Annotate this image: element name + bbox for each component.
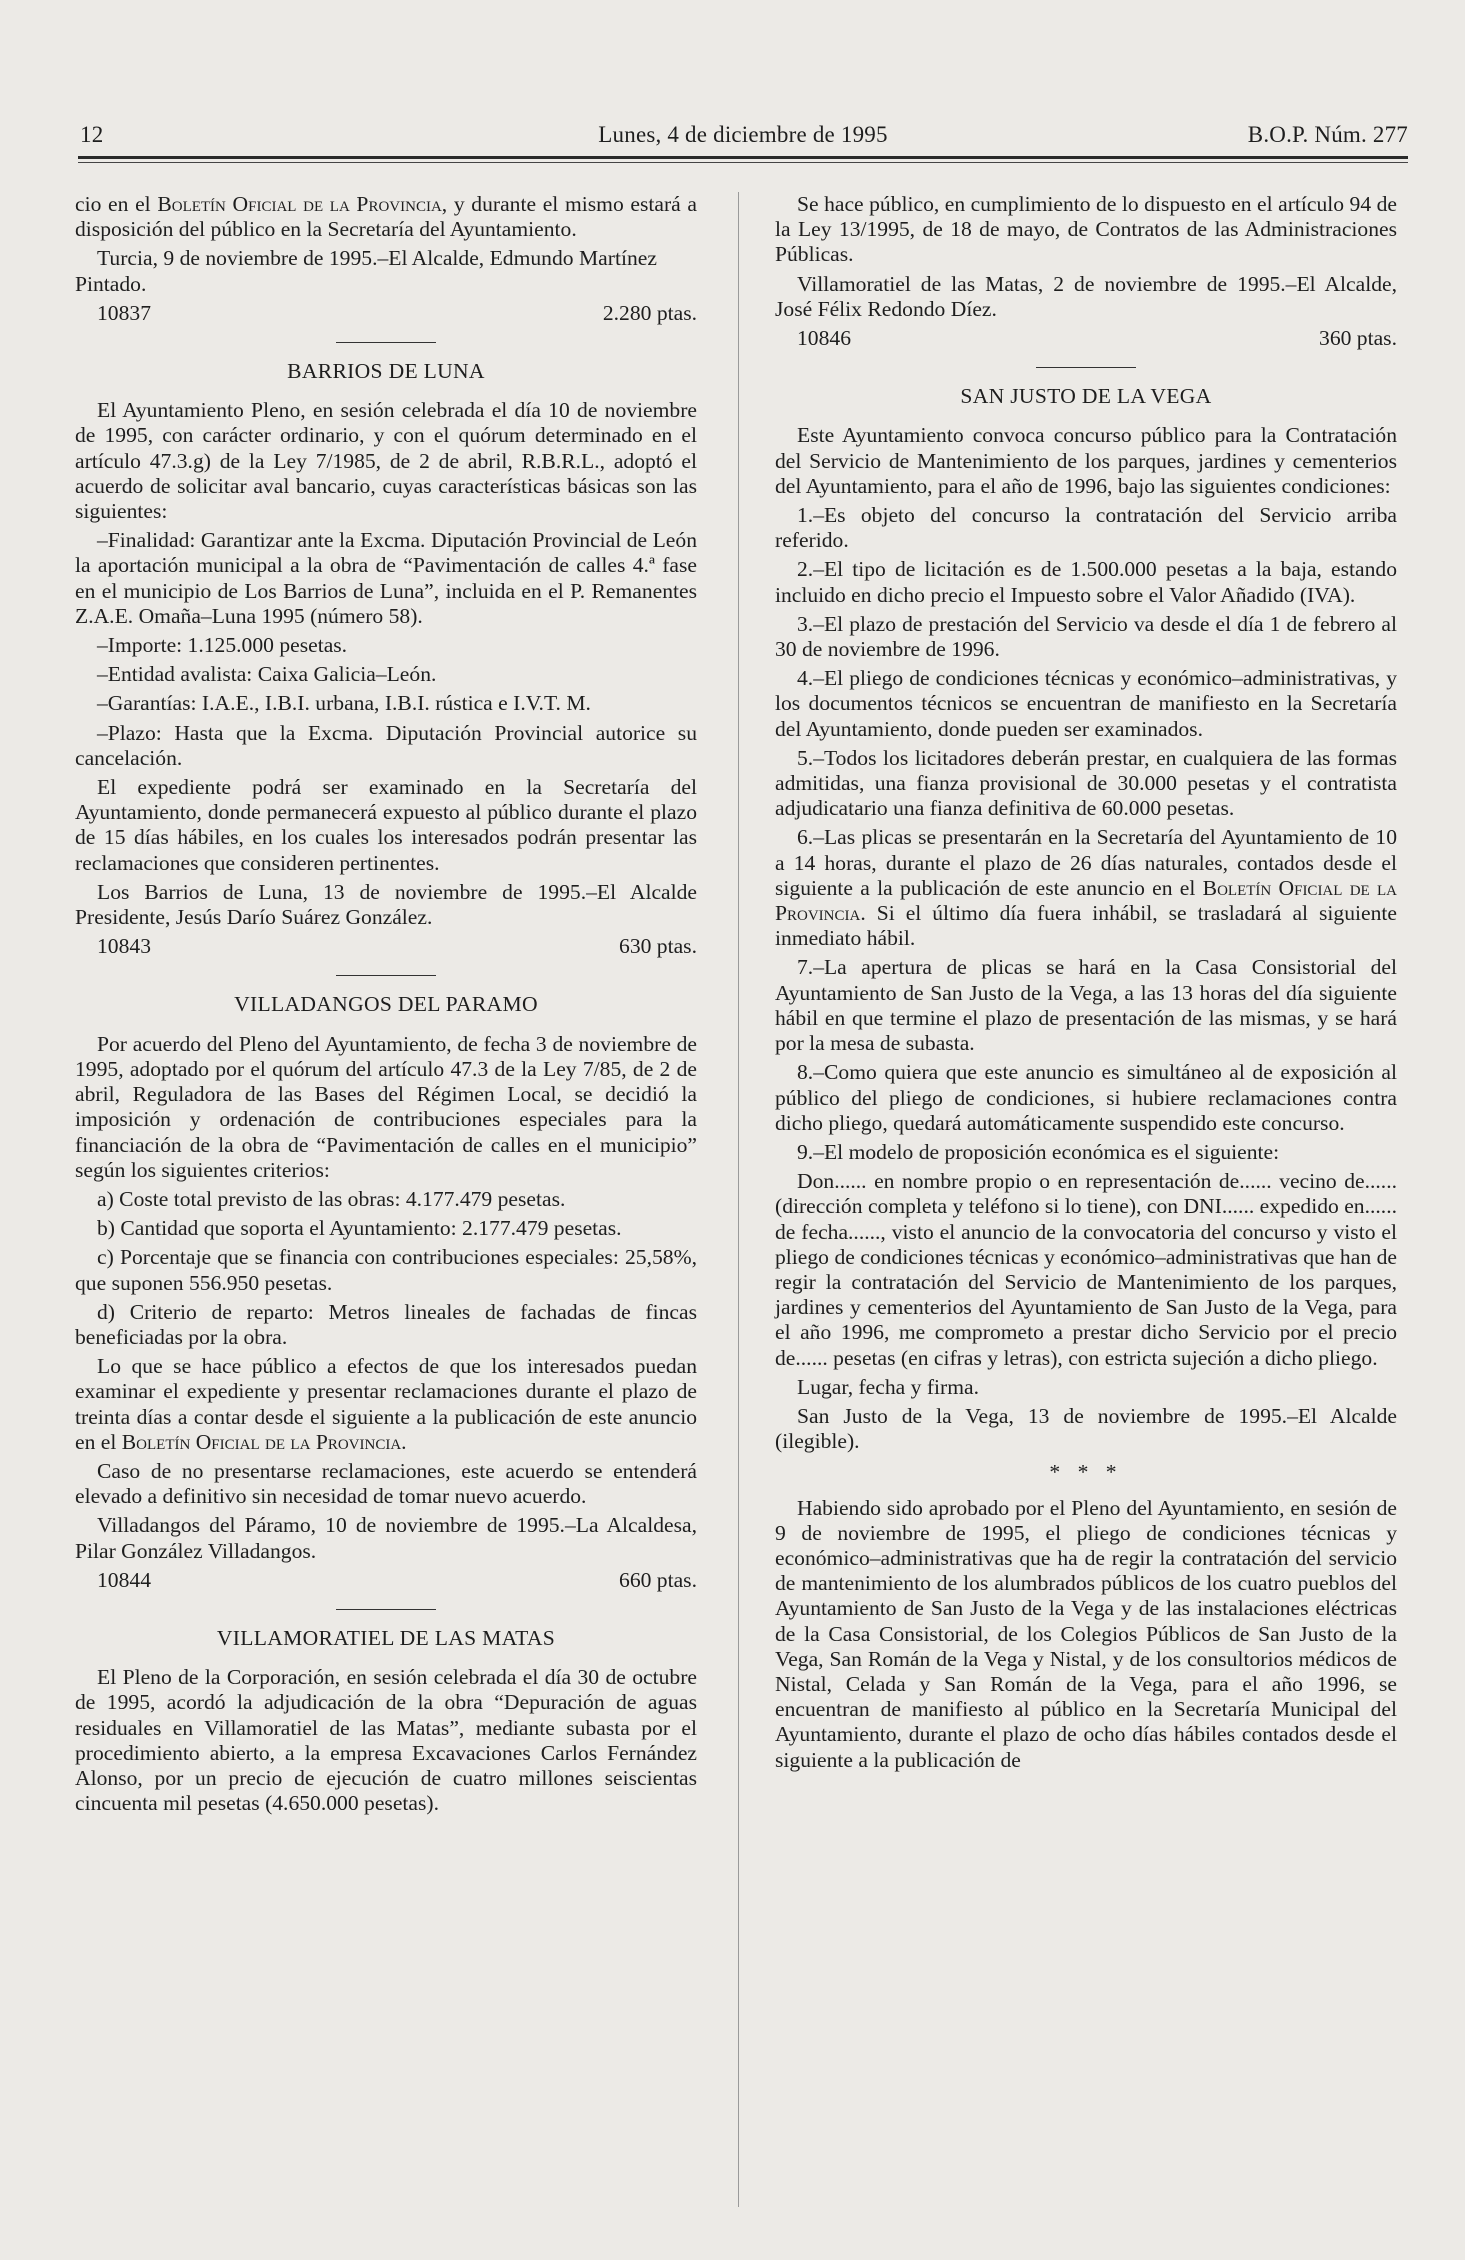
villadangos-paragraph-1: Por acuerdo del Pleno del Ayuntamiento, de fecha 3 de noviembre de 1995, adoptado por el quórum del artículo 47.3 de la Ley 7/85, de 2 de abril, Reguladora de las Bases del Régimen Local, se decidió la imposición y ordenación de contribuciones especiales para la financiación de la obra de “Pavimentación de calles en el municipio” según los siguientes criterios: xyxy=(75,1031,697,1182)
section-separator xyxy=(1036,367,1136,368)
section-separator xyxy=(336,1609,436,1610)
villadangos-item-b: b) Cantidad que soporta el Ayuntamiento: 2.177.479 pesetas. xyxy=(97,1216,622,1241)
header-rule-thick xyxy=(78,156,1408,159)
san-justo-paragraph-2: Habiendo sido aprobado por el Pleno del Ayuntamiento, en sesión de 9 de noviembre de 1995, el pliego de condiciones técnicas y económico–administrativas que ha de regir la contratación del servicio de mantenimiento de los alumbrados públicos de los cuatro pueblos del Ayuntamiento de San Justo de la Vega y de las instalaciones eléctricas de la Casa Consistorial, de los Colegios Públicos de San Justo de la Vega, San Román de la Vega y Nistal, y de los consultorios médicos de Nistal, Celada y San Román de la Vega, para el año 1996, se encuentran de manifiesto al público en la Secretaría Municipal del Ayuntamiento, durante el plazo de ocho días hábiles contados desde el siguiente a la publicación de xyxy=(775,1495,1397,1772)
place-date-signature-line: Lugar, fecha y firma. xyxy=(797,1374,979,1399)
barrios-paragraph-1: El Ayuntamiento Pleno, en sesión celebrada el día 10 de noviembre de 1995, con carácter ordinario, y con el quórum determinado en el artículo 47.3.g) de la Ley 7/1985, de 2 de abril, R.B.R.L., adoptó el acuerdo de solicitar aval bancario, cuyas características básicas son las siguientes: xyxy=(75,398,697,524)
barrios-signature: Los Barrios de Luna, 13 de noviembre de 1995.–El Alcalde Presidente, Jesús Darío Suárez González. xyxy=(75,879,697,930)
boletin-name: Boletín Oficial de la Provincia xyxy=(775,875,1397,926)
turcia-reference xyxy=(75,301,697,326)
villamoratiel-reference xyxy=(775,326,1397,351)
barrios-paragraph-2: –Finalidad: Garantizar ante la Excma. Diputación Provincial de León la aportación municipal a la obra de “Pavimentación de calles 4.ª fase en el municipio de Los Barrios de Luna”, incluida en el P. Remanentes Z.A.E. Omaña–Luna 1995 (número 58). xyxy=(75,528,697,628)
san-justo-condition-8: 8.–Como quiera que este anuncio es simultáneo al de exposición al público del pliego de condiciones, si hubiere reclamaciones contra dicho pliego, quedará automáticamente suspendido este concurso. xyxy=(775,1060,1397,1135)
villamoratiel-paragraph-2: Se hace público, en cumplimiento de lo dispuesto en el artículo 94 de la Ley 13/1995, de 18 de mayo, de Contratos de las Administraciones Públicas. xyxy=(775,192,1397,267)
villadangos-item-c: c) Porcentaje que se financia con contribuciones especiales: 25,58%, que suponen 556.950 pesetas. xyxy=(75,1245,697,1295)
section-title-villadangos: VILLADANGOS DEL PARAMO xyxy=(234,992,538,1017)
san-justo-condition-6 xyxy=(775,825,1397,951)
boletin-name: Boletín Oficial de la Provincia xyxy=(157,192,442,216)
turcia-paragraph xyxy=(75,192,697,242)
page-number: 12 xyxy=(80,122,104,147)
villamoratiel-paragraph-1: El Pleno de la Corporación, en sesión celebrada el día 30 de octubre de 1995, acordó la adjudicación de la obra “Depuración de aguas residuales en Villamoratiel de las Matas”, mediante subasta por el procedimiento abierto, a la empresa Excavaciones Carlos Fernández Alonso, por un precio de ejecución de cuatro millones seiscientas cincuenta mil pesetas (4.650.000 pesetas). xyxy=(75,1665,697,1816)
ref-number: 10846 xyxy=(797,326,851,351)
san-justo-condition-1: 1.–Es objeto del concurso la contratación del Servicio arriba referido. xyxy=(775,503,1397,553)
header-rule-thin xyxy=(78,162,1408,163)
san-justo-condition-5: 5.–Todos los licitadores deberán prestar, en cualquiera de las formas admitidas, una fianza provisional de 30.000 pesetas y el contratista adjudicatario una fianza definitiva de 60.000 pesetas. xyxy=(775,745,1397,821)
proposal-model-text: Don...... en nombre propio o en representación de...... vecino de...... (dirección completa y teléfono si lo tiene), con DNI...... expedido en...... de fecha......, visto el anuncio de la convocatoria del concurso y visto el pliego de condiciones técnicas y económico–administrativas que han de regir la contratación del Servicio de Mantenimiento de los parques, jardines y cementerios del Ayuntamiento de San Justo de la Vega, para el año 1996, me comprometo a prestar dicho Servicio por el precio de...... pesetas (en cifras y letras), con estricta sujeción a dicho pliego. xyxy=(775,1169,1397,1370)
section-separator xyxy=(336,975,436,976)
villadangos-text-a: Lo que se hace público a efectos de que los interesados puedan examinar el expediente y presentar reclamaciones durante el plazo de treinta días a contar desde el siguiente a la publicación de este anuncio en el xyxy=(75,1354,697,1454)
barrios-item-plazo: –Plazo: Hasta que la Excma. Diputación Provincial autorice su cancelación. xyxy=(75,720,697,770)
turcia-text-a: cio en el xyxy=(75,192,158,216)
villadangos-reference xyxy=(75,1568,697,1593)
ref-number: 10843 xyxy=(97,934,151,959)
barrios-reference xyxy=(75,934,697,959)
ref-price: 630 ptas. xyxy=(619,934,697,959)
condition-6-text-a: 6.–Las plicas se presentarán en la Secretaría del Ayuntamiento de 10 a 14 horas, durante el plazo de 26 días naturales, contados desde el siguiente a la publicación de este anuncio en el xyxy=(775,825,1397,900)
right-column xyxy=(775,192,1397,1777)
san-justo-condition-4: 4.–El pliego de condiciones técnicas y económico–administrativas, y los documentos técnicos se encuentran de manifiesto en la Secretaría del Ayuntamiento, donde pueden ser examinados. xyxy=(775,666,1397,741)
san-justo-condition-7: 7.–La apertura de plicas se hará en la Casa Consistorial del Ayuntamiento de San Justo de la Vega, a las 13 horas del día siguiente hábil en que termine el plazo de presentación de las mismas, y se hará por la mesa de subasta. xyxy=(775,955,1397,1056)
barrios-item-entidad: –Entidad avalista: Caixa Galicia–León. xyxy=(97,662,437,687)
ref-price: 660 ptas. xyxy=(619,1567,697,1592)
issue-date: Lunes, 4 de diciembre de 1995 xyxy=(598,122,888,147)
ref-number: 10837 xyxy=(97,300,151,325)
column-divider xyxy=(738,192,739,2207)
villadangos-item-a: a) Coste total previsto de las obras: 4.177.479 pesetas. xyxy=(97,1186,566,1211)
boletin-name: Boletín Oficial de la Provincia xyxy=(121,1429,402,1454)
bulletin-issue-number: B.O.P. Núm. 277 xyxy=(1247,122,1408,147)
san-justo-condition-2: 2.–El tipo de licitación es de 1.500.000 pesetas a la baja, estando incluido en dicho precio el Impuesto sobre el Valor Añadido (IVA). xyxy=(775,557,1397,607)
villadangos-paragraph-3: Caso de no presentarse reclamaciones, este acuerdo se entenderá elevado a definitivo sin necesidad de tomar nuevo acuerdo. xyxy=(75,1458,697,1509)
page-header xyxy=(78,120,1408,156)
section-title-san-justo: SAN JUSTO DE LA VEGA xyxy=(960,384,1212,409)
turcia-text-b: , y durante el mismo estará a disposición del público en la Secretaría del Ayuntamiento. xyxy=(75,192,697,242)
san-justo-paragraph-1: Este Ayuntamiento convoca concurso público para la Contratación del Servicio de Mantenimiento de los parques, jardines y cementerios del Ayuntamiento, para el año de 1996, bajo las siguientes condiciones: xyxy=(775,423,1397,498)
condition-6-text-b: . Si el último día fuera inhábil, se trasladará al siguiente inmediato hábil. xyxy=(775,901,1397,951)
san-justo-signature: San Justo de la Vega, 13 de noviembre de 1995.–El Alcalde (ilegible). xyxy=(775,1403,1397,1454)
villamoratiel-signature: Villamoratiel de las Matas, 2 de noviembre de 1995.–El Alcalde, José Félix Redondo Díez. xyxy=(775,271,1397,321)
barrios-paragraph-expediente: El expediente podrá ser examinado en la Secretaría del Ayuntamiento, donde permanecerá expuesto al público durante el plazo de 15 días hábiles, en los cuales los interesados podrán presentar las reclamaciones que consideren pertinentes. xyxy=(75,775,697,875)
san-justo-condition-3: 3.–El plazo de prestación del Servicio va desde el día 1 de febrero al 30 de noviembre de 1996. xyxy=(775,611,1397,662)
ref-price: 2.280 ptas. xyxy=(602,300,697,325)
san-justo-condition-9: 9.–El modelo de proposición económica es el siguiente: xyxy=(797,1139,1280,1164)
barrios-item-importe: –Importe: 1.125.000 pesetas. xyxy=(97,633,348,658)
ref-number: 10844 xyxy=(97,1567,151,1592)
turcia-signature: Turcia, 9 de noviembre de 1995.–El Alcalde, Edmundo Martínez Pintado. xyxy=(75,246,657,296)
ref-price: 360 ptas. xyxy=(1319,326,1397,351)
asterisk-separator: * * * xyxy=(1049,1460,1123,1485)
villadangos-paragraph-2 xyxy=(75,1354,697,1455)
villadangos-text-b: . xyxy=(401,1429,407,1454)
section-separator xyxy=(336,342,436,343)
villadangos-item-d: d) Criterio de reparto: Metros lineales de fachadas de fincas beneficiadas por la obra. xyxy=(75,1299,697,1349)
left-column xyxy=(75,192,697,1820)
villadangos-signature: Villadangos del Páramo, 10 de noviembre de 1995.–La Alcaldesa, Pilar González Villadangos. xyxy=(75,1513,697,1563)
section-title-barrios: BARRIOS DE LUNA xyxy=(287,359,485,384)
section-title-villamoratiel: VILLAMORATIEL DE LAS MATAS xyxy=(216,1625,556,1650)
barrios-item-garantias: –Garantías: I.A.E., I.B.I. urbana, I.B.I. rústica e I.V.T. M. xyxy=(97,691,591,716)
